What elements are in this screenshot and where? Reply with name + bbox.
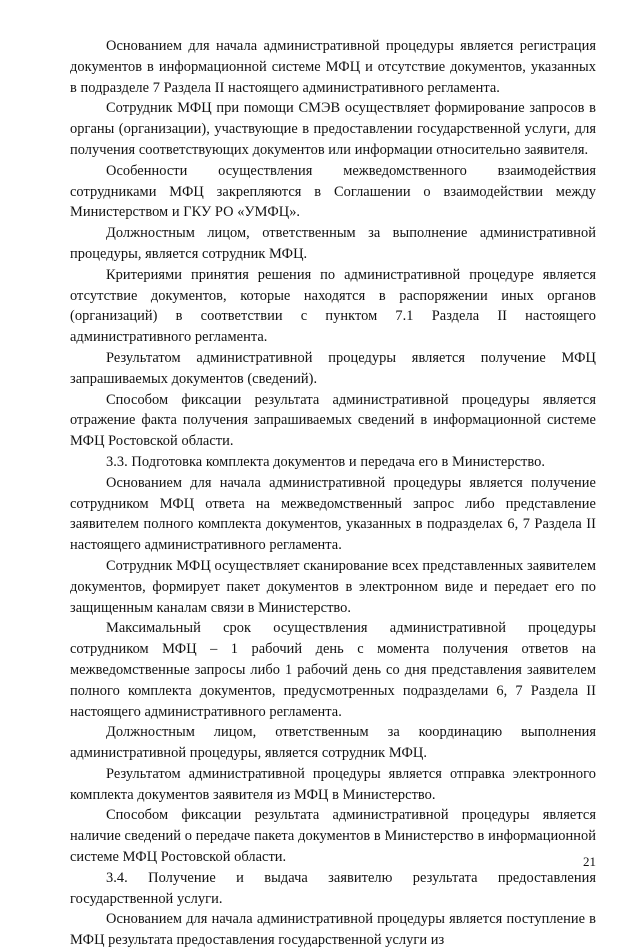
paragraph-14: Способом фиксации результата административной процедуры является наличие сведений о передаче пакета документов в Министерство в информационной системе МФЦ Ростовской области. [70, 807, 596, 866]
paragraph-6: Результатом административной процедуры является получение МФЦ запрашиваемых документов (сведений). [70, 349, 596, 387]
document-body [70, 36, 596, 951]
paragraph-9: Основанием для начала административной процедуры является получение сотрудником МФЦ ответа на межведомственный запрос либо представление заявителем полного комплекта документов, указанных в подразделах 6, 7 Раздела II настоящего административного регламента. [70, 474, 596, 554]
paragraph-13: Результатом административной процедуры является отправка электронного комплекта документов заявителя из МФЦ в Министерство. [70, 765, 596, 803]
paragraph-2: Сотрудник МФЦ при помощи СМЭВ осуществляет формирование запросов в органы (организации), участвующие в предоставлении государственной услуги, для получения соответствующих документов или информации относительно заявителя. [70, 100, 596, 158]
paragraph-5: Критериями принятия решения по административной процедуре является отсутствие документов, которые находятся в распоряжении иных органов (организаций) в соответствии с пунктом 7.1 Раздела II настоящего административного регламента. [70, 266, 596, 346]
paragraph-4: Должностным лицом, ответственным за выполнение административной процедуры, является сотрудник МФЦ. [70, 225, 596, 262]
paragraph-3: Особенности осуществления межведомственного взаимодействия сотрудниками МФЦ закрепляются в Соглашении о взаимодействии между Министерством и ГКУ РО «УМФЦ». [70, 162, 596, 221]
paragraph-10: Сотрудник МФЦ осуществляет сканирование всех представленных заявителем документов, формирует пакет документов в электронном виде и передает его по защищенным каналам связи в Министерство. [70, 557, 596, 616]
paragraph-1: Основанием для начала административной процедуры является регистрация документов в информационной системе МФЦ и отсутствие документов, указанных в подразделе 7 Раздела II настоящего административного регламента. [70, 38, 596, 96]
section-heading-3-3: 3.3. Подготовка комплекта документов и передача его в Министерство. [106, 453, 546, 470]
paragraph-16: Основанием для начала административной процедуры является поступление в МФЦ результата предоставления государственной услуги из [70, 911, 596, 949]
paragraph-11: Максимальный срок осуществления административной процедуры сотрудником МФЦ – 1 рабочий день с момента получения ответов на межведомственные запросы либо 1 рабочий день со дня представления заявителем полного комплекта документов, предусмотренных подразделами 6, 7 Раздела II настоящего административного регламента. [70, 620, 596, 720]
paragraph-7: Способом фиксации результата административной процедуры является отражение факта получения запрашиваемых сведений в информационной системе МФЦ Ростовской области. [70, 391, 596, 450]
paragraph-12: Должностным лицом, ответственным за координацию выполнения административной процедуры, является сотрудник МФЦ. [70, 724, 596, 762]
page-number: 21 [583, 854, 596, 869]
section-heading-3-4: 3.4. Получение и выдача заявителю результата предоставления государственной услуги. [70, 869, 596, 907]
